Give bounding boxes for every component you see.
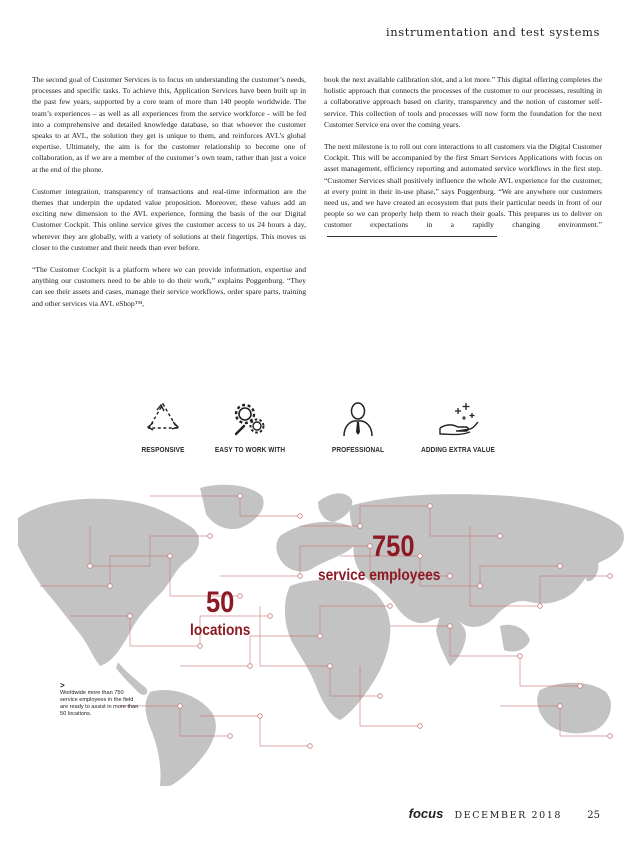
paragraph: “The Customer Cockpit is a platform where we can provide information, expertise and anything our customers need to be able to do their work,” explains Poggenburg. “They can see their assets and cases, manage their service workflows, order spare parts, training and other services via AVL eShop™, [32,265,306,308]
caption-text: Worldwide more than 750 service employees in the field are ready to assist in more than 50 locations. [60,690,139,717]
employees-count: 750 [372,530,415,563]
closing-paragraph-text: The next milestone is to roll out core interactions to all customers via the Digital Customer Cockpit. This will be accompanied by the first Smart Services Applications with focus on asset management, efficiency reporting and automated service workflows in the first step. “Customer Services shall positively influence the whole AVL experience for the customer, at every point in their in-use phase,” says Poggenburg. “We are anywhere our customers need us, and we have created an ecosystem that puts their particular needs in front of our people so we can properly help them to reach their goals. This prepares us to deliver on customer expectations in a rapidly changing environment.” [324,142,602,230]
value-label: PROFESSIONAL [331,445,385,454]
locations-label: locations [190,622,251,639]
end-rule [327,236,497,237]
employees-label: service employees [318,567,441,584]
paragraph: Customer integration, transparency of transactions and real-time information are the themes that underpin the updated value proposition. Moreover, these values add an exciting new dimension to the AVL experience, forming the basis of the our Digital Customer Cockpit. This online service gives the customer access to us 24 hours a day, wherever they are globally, with a variety of solutions at their fingertips. This moves us closer to the customer and their needs than ever before. [32,186,306,252]
person-tie-icon [303,400,413,438]
section-header: instrumentation and test systems [385,25,600,39]
locations-count: 50 [206,586,235,619]
values-row [120,400,520,460]
map-caption [60,682,140,718]
value-label: EASY TO WORK WITH [214,445,286,454]
world-map-network [0,466,634,786]
value-adding-extra-value [403,400,513,454]
magazine-brand: focus [408,806,444,821]
value-label: ADDING EXTRA VALUE [421,445,495,454]
hand-sparkles-icon [403,400,513,438]
gears-wrench-icon [195,400,305,438]
value-easy-to-work-with [195,400,305,454]
caption-arrow-icon: > [60,681,65,690]
value-label: RESPONSIVE [141,445,185,454]
article-column-right [324,74,602,253]
page-number: 25 [587,810,600,821]
page-footer [409,806,600,821]
issue-date: DECEMBER 2018 [454,810,563,821]
value-professional [303,400,413,454]
paragraph [324,141,602,242]
paragraph: book the next available calibration slot, and a lot more.” This digital offering completes the holistic approach that connects the processes of the customer to our processes, resulting in a collaborative approach based on clarity, transparency and the notion of customer self-service. This collection of tools and processes will now form the foundation for the next Customer Service era over the coming years. [324,75,602,129]
article-column-left [32,74,306,320]
paragraph: The second goal of Customer Services is to focus on understanding the customer’s needs, processes and specific tasks. To achieve this, Application Services have been built up in the past few years, supported by a core team of more than 140 people worldwide. The team’s experiences – as well as all experiences from the service workforce - will be fed into a comprehensive and detailed knowledge database, so that whoever the customer speaks to at AVL, the solution they get is unique to them, and reinforces AVL’s global expertise. Ultimately, the aim is for the customer relationship to become one of collaboration, as if we are a member of the customer’s own team, rather than just a voice at the end of the phone. [32,75,306,174]
